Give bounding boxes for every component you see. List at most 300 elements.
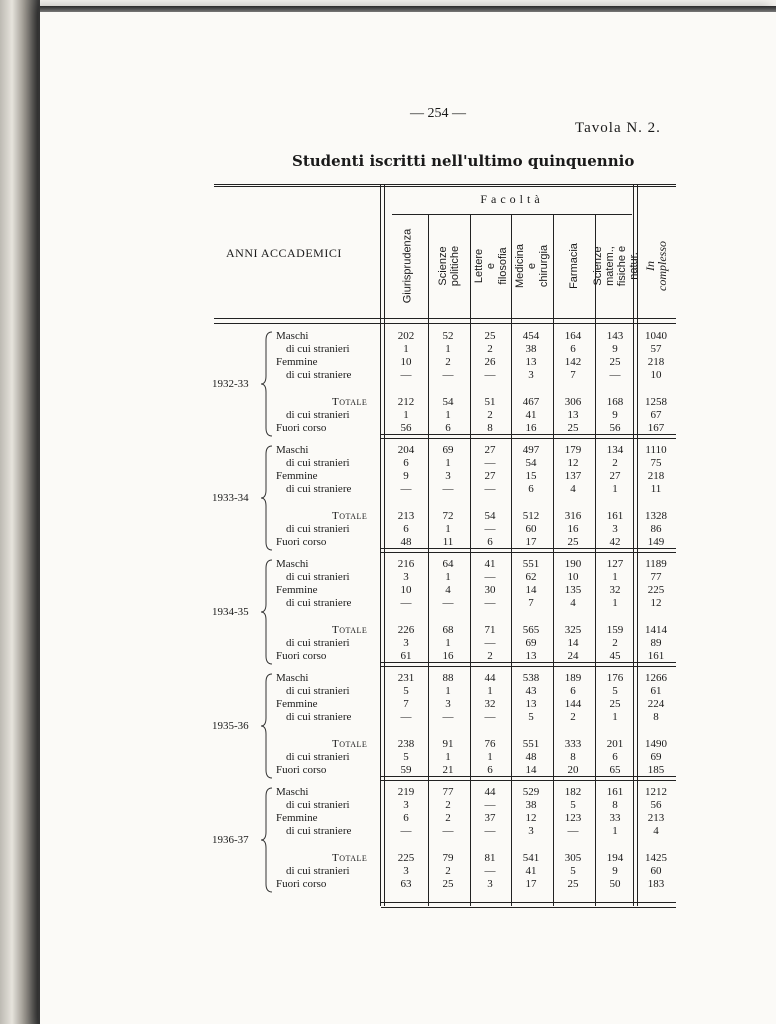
table-cell: 25 — [609, 356, 621, 368]
table-cell: 6 — [403, 457, 409, 469]
table-cell: 13 — [525, 356, 537, 368]
table-cell: 41 — [525, 865, 537, 877]
table-cell: 57 — [650, 343, 662, 355]
table-cell: 11 — [442, 536, 454, 548]
table-cell: 7 — [570, 369, 576, 381]
table-cell: — — [400, 711, 412, 723]
table-cell: 6 — [445, 422, 451, 434]
table-cell: — — [484, 369, 496, 381]
table-cell: — — [442, 597, 454, 609]
table-cell: 1 — [445, 523, 451, 535]
table-cell: 69 — [525, 637, 537, 649]
table-cell: — — [609, 369, 621, 381]
row-label-maschi: Maschi — [276, 672, 309, 684]
group-brace — [260, 786, 274, 894]
table-cell: 1 — [612, 571, 618, 583]
column-header-text: Scienze matem., fisiche e natur. — [592, 245, 640, 287]
table-cell: 183 — [647, 878, 665, 890]
table-cell: 6 — [528, 483, 534, 495]
table-cell: 1 — [487, 751, 493, 763]
table-cell: 4 — [445, 584, 451, 596]
table-cell: — — [484, 865, 496, 877]
row-label-straniere-f: di cui straniere — [286, 369, 352, 381]
table-cell: 89 — [650, 637, 662, 649]
row-label-stranieri-m: di cui stranieri — [286, 685, 350, 697]
table-cell: 60 — [650, 865, 662, 877]
table-cell: 7 — [528, 597, 534, 609]
table-cell: 226 — [397, 624, 415, 636]
table-cell: 3 — [403, 865, 409, 877]
table-cell: 127 — [606, 558, 624, 570]
table-cell: 69 — [442, 444, 454, 456]
table-cell: 1 — [403, 409, 409, 421]
column-header-text: In complesso — [643, 241, 669, 291]
group-separator — [381, 776, 676, 781]
table-cell: 25 — [567, 878, 579, 890]
table-cell: — — [484, 637, 496, 649]
table-cell: 167 — [647, 422, 665, 434]
table-cell: 179 — [564, 444, 582, 456]
table-cell: 50 — [609, 878, 621, 890]
table-cell: 238 — [397, 738, 415, 750]
table-cell: 2 — [445, 812, 451, 824]
table-cell: 77 — [650, 571, 662, 583]
table-cell: 185 — [647, 764, 665, 776]
table-cell: — — [400, 825, 412, 837]
table-cell: 32 — [484, 698, 496, 710]
table-cell: 16 — [567, 523, 579, 535]
year-label: 1934-35 — [212, 606, 249, 618]
table-cell: 1258 — [645, 396, 667, 408]
table-cell: 77 — [442, 786, 454, 798]
table-cell: 56 — [400, 422, 412, 434]
table-cell: 6 — [403, 523, 409, 535]
table-cell: 2 — [445, 865, 451, 877]
table-cell: 3 — [445, 698, 451, 710]
column-header-text: Farmacia — [568, 243, 580, 289]
table-cell: 59 — [400, 764, 412, 776]
table-cell: — — [567, 825, 579, 837]
table-cell: 1425 — [645, 852, 667, 864]
table-cell: 6 — [403, 812, 409, 824]
table-cell: 6 — [612, 751, 618, 763]
table-cell: 76 — [484, 738, 496, 750]
table-cell: — — [484, 483, 496, 495]
table-cell: 65 — [609, 764, 621, 776]
table-title: Studenti iscritti nell'ultimo quinquennio — [292, 152, 635, 170]
table-cell: 72 — [442, 510, 454, 522]
table-cell: 4 — [570, 483, 576, 495]
table-label: Tavola N. 2. — [575, 120, 661, 136]
table-cell: 25 — [567, 422, 579, 434]
table-cell: 7 — [403, 698, 409, 710]
table-cell: 8 — [487, 422, 493, 434]
table-cell: 16 — [442, 650, 454, 662]
table-cell: 60 — [525, 523, 537, 535]
table-cell: 1 — [612, 597, 618, 609]
row-label-stranieri-tot: di cui stranieri — [286, 523, 350, 535]
table-cell: 13 — [525, 650, 537, 662]
table-cell: 12 — [567, 457, 579, 469]
year-label: 1932-33 — [212, 378, 249, 390]
row-label-stranieri-m: di cui stranieri — [286, 457, 350, 469]
anni-accademici-header: ANNI ACCADEMICI — [226, 246, 342, 260]
table-cell: 305 — [564, 852, 582, 864]
header-rule — [214, 318, 676, 324]
table-cell: 67 — [650, 409, 662, 421]
table-cell: 189 — [564, 672, 582, 684]
table-cell: — — [400, 483, 412, 495]
table-cell: 81 — [484, 852, 496, 864]
column-header-lettere-filosofia — [470, 216, 512, 316]
table-cell: 43 — [525, 685, 537, 697]
row-label-stranieri-tot: di cui stranieri — [286, 409, 350, 421]
row-label-stranieri-m: di cui stranieri — [286, 343, 350, 355]
table-cell: 14 — [525, 584, 537, 596]
book-spine — [0, 0, 40, 1024]
table-cell: 20 — [567, 764, 579, 776]
row-label-fuori-corso: Fuori corso — [276, 536, 327, 548]
table-cell: 142 — [564, 356, 582, 368]
row-label-stranieri-tot: di cui stranieri — [286, 865, 350, 877]
column-header-text: Medicina e chirurgia — [514, 243, 550, 289]
table-cell: 54 — [525, 457, 537, 469]
table-cell: 8 — [612, 799, 618, 811]
table-cell: 201 — [606, 738, 624, 750]
row-label-fuori-corso: Fuori corso — [276, 764, 327, 776]
group-brace — [260, 672, 274, 780]
table-cell: 88 — [442, 672, 454, 684]
table-cell: 9 — [612, 343, 618, 355]
table-cell: 10 — [650, 369, 662, 381]
table-cell: — — [484, 523, 496, 535]
table-cell: — — [484, 825, 496, 837]
row-label-fuori-corso: Fuori corso — [276, 650, 327, 662]
table-cell: 27 — [484, 470, 496, 482]
table-cell: 5 — [570, 865, 576, 877]
row-label-totale: Totale — [332, 738, 368, 750]
table-cell: 1 — [445, 409, 451, 421]
page-number: — 254 — — [410, 106, 466, 121]
table-cell: 1110 — [645, 444, 667, 456]
table-cell: 333 — [564, 738, 582, 750]
table-cell: 1266 — [645, 672, 667, 684]
row-label-maschi: Maschi — [276, 444, 309, 456]
table-cell: 2 — [487, 650, 493, 662]
table-cell: 6 — [487, 536, 493, 548]
table-cell: 21 — [442, 764, 454, 776]
group-separator — [381, 548, 676, 553]
table-cell: 1189 — [645, 558, 667, 570]
row-label-straniere-f: di cui straniere — [286, 825, 352, 837]
table-cell: 159 — [606, 624, 624, 636]
row-label-stranieri-tot: di cui stranieri — [286, 637, 350, 649]
column-header-medicina-chirurgia — [511, 216, 553, 316]
row-label-maschi: Maschi — [276, 558, 309, 570]
table-cell: 15 — [525, 470, 537, 482]
table-cell: 231 — [397, 672, 415, 684]
table-cell: 164 — [564, 330, 582, 342]
table-cell: 512 — [522, 510, 540, 522]
table-cell: 2 — [487, 409, 493, 421]
table-cell: 14 — [525, 764, 537, 776]
row-label-femmine: Femmine — [276, 470, 318, 482]
table-cell: 194 — [606, 852, 624, 864]
table-cell: 3 — [487, 878, 493, 890]
table-cell: 5 — [403, 685, 409, 697]
table-cell: 551 — [522, 738, 540, 750]
table-cell: 1040 — [645, 330, 667, 342]
row-label-femmine: Femmine — [276, 812, 318, 824]
table-cell: 143 — [606, 330, 624, 342]
row-label-straniere-f: di cui straniere — [286, 711, 352, 723]
table-cell: 1212 — [645, 786, 667, 798]
table-cell: 9 — [612, 409, 618, 421]
table-top-rule — [214, 184, 676, 187]
table-cell: 135 — [564, 584, 582, 596]
column-header-scienze-politiche — [428, 216, 470, 316]
table-cell: 79 — [442, 852, 454, 864]
group-separator — [381, 434, 676, 439]
table-cell: 1490 — [645, 738, 667, 750]
table-cell: 216 — [397, 558, 415, 570]
table-cell: 134 — [606, 444, 624, 456]
column-header-in-complesso — [636, 216, 676, 316]
table-cell: 176 — [606, 672, 624, 684]
table-cell: 3 — [528, 369, 534, 381]
table-cell: 219 — [397, 786, 415, 798]
row-label-fuori-corso: Fuori corso — [276, 878, 327, 890]
column-header-text: Scienze politiche — [437, 245, 461, 287]
table-cell: 316 — [564, 510, 582, 522]
table-cell: — — [484, 571, 496, 583]
table-cell: 149 — [647, 536, 665, 548]
table-cell: 27 — [484, 444, 496, 456]
table-cell: 137 — [564, 470, 582, 482]
column-header-text: Lettere e filosofia — [473, 247, 509, 285]
table-cell: 161 — [606, 510, 624, 522]
year-label: 1933-34 — [212, 492, 249, 504]
table-cell: 26 — [484, 356, 496, 368]
table-cell: 3 — [445, 470, 451, 482]
table-cell: — — [442, 369, 454, 381]
table-cell: 2 — [445, 356, 451, 368]
table-cell: — — [400, 369, 412, 381]
table-cell: 204 — [397, 444, 415, 456]
table-cell: 41 — [484, 558, 496, 570]
table-cell: 190 — [564, 558, 582, 570]
table-cell: 38 — [525, 343, 537, 355]
table-cell: 17 — [525, 536, 537, 548]
table-cell: 1 — [445, 637, 451, 649]
table-cell: 225 — [397, 852, 415, 864]
table-cell: 62 — [525, 571, 537, 583]
table-cell: 1 — [487, 685, 493, 697]
table-cell: 1 — [612, 825, 618, 837]
table-cell: 3 — [612, 523, 618, 535]
table-cell: 218 — [647, 356, 665, 368]
table-cell: 212 — [397, 396, 415, 408]
table-cell: 1414 — [645, 624, 667, 636]
table-cell: 1 — [445, 685, 451, 697]
table-cell: 8 — [653, 711, 659, 723]
table-cell: 25 — [567, 536, 579, 548]
table-cell: 1 — [445, 751, 451, 763]
table-cell: 48 — [400, 536, 412, 548]
table-cell: 9 — [403, 470, 409, 482]
table-cell: 5 — [612, 685, 618, 697]
table-cell: 5 — [570, 799, 576, 811]
table-cell: 3 — [403, 571, 409, 583]
row-label-femmine: Femmine — [276, 584, 318, 596]
table-cell: 68 — [442, 624, 454, 636]
table-cell: 5 — [403, 751, 409, 763]
year-label: 1935-36 — [212, 720, 249, 732]
table-cell: 9 — [612, 865, 618, 877]
column-header-farmacia — [553, 216, 595, 316]
row-label-totale: Totale — [332, 624, 368, 636]
table-cell: 306 — [564, 396, 582, 408]
table-cell: 14 — [567, 637, 579, 649]
table-cell: 2 — [570, 711, 576, 723]
column-header-text: Giurisprudenza — [401, 228, 413, 304]
table-cell: 2 — [612, 457, 618, 469]
table-cell: — — [400, 597, 412, 609]
table-cell: 325 — [564, 624, 582, 636]
table-cell: 467 — [522, 396, 540, 408]
table-cell: 5 — [528, 711, 534, 723]
row-label-fuori-corso: Fuori corso — [276, 422, 327, 434]
year-label: 1936-37 — [212, 834, 249, 846]
table-cell: 17 — [525, 878, 537, 890]
table-cell: 12 — [525, 812, 537, 824]
table-cell: 16 — [525, 422, 537, 434]
table-cell: 541 — [522, 852, 540, 864]
table-cell: — — [442, 483, 454, 495]
table-cell: 4 — [570, 597, 576, 609]
table-cell: 61 — [400, 650, 412, 662]
table-cell: — — [484, 711, 496, 723]
table-cell: 24 — [567, 650, 579, 662]
table-cell: 33 — [609, 812, 621, 824]
table-cell: 54 — [442, 396, 454, 408]
column-header-giurisprudenza — [386, 216, 428, 316]
table-cell: 1 — [445, 457, 451, 469]
table-cell: 565 — [522, 624, 540, 636]
table-cell: 168 — [606, 396, 624, 408]
row-label-stranieri-tot: di cui stranieri — [286, 751, 350, 763]
table-cell: 71 — [484, 624, 496, 636]
column-header-scienze-matematiche — [592, 216, 640, 316]
table-cell: 551 — [522, 558, 540, 570]
table-cell: 51 — [484, 396, 496, 408]
table-cell: 86 — [650, 523, 662, 535]
table-cell: 1 — [403, 343, 409, 355]
table-cell: 218 — [647, 470, 665, 482]
table-cell: 182 — [564, 786, 582, 798]
table-cell: 13 — [525, 698, 537, 710]
table-cell: 1 — [612, 711, 618, 723]
table-cell: 6 — [570, 685, 576, 697]
table-cell: 61 — [650, 685, 662, 697]
row-label-totale: Totale — [332, 396, 368, 408]
table-cell: 30 — [484, 584, 496, 596]
table-cell: 10 — [400, 584, 412, 596]
table-cell: 38 — [525, 799, 537, 811]
table-cell: 6 — [570, 343, 576, 355]
table-cell: 123 — [564, 812, 582, 824]
table-cell: 44 — [484, 672, 496, 684]
table-cell: 1 — [445, 343, 451, 355]
table-cell: 3 — [403, 637, 409, 649]
table-cell: 25 — [442, 878, 454, 890]
table-cell: 12 — [650, 597, 662, 609]
table-cell: 6 — [487, 764, 493, 776]
table-cell: — — [484, 457, 496, 469]
label-column-divider — [380, 184, 385, 906]
table-cell: 48 — [525, 751, 537, 763]
group-brace — [260, 558, 274, 666]
table-cell: — — [484, 597, 496, 609]
table-cell: 54 — [484, 510, 496, 522]
table-cell: 27 — [609, 470, 621, 482]
group-separator — [381, 662, 676, 667]
table-cell: 4 — [653, 825, 659, 837]
table-cell: 213 — [647, 812, 665, 824]
table-cell: 1 — [612, 483, 618, 495]
table-cell: 45 — [609, 650, 621, 662]
table-cell: — — [442, 825, 454, 837]
table-cell: 25 — [609, 698, 621, 710]
table-cell: 42 — [609, 536, 621, 548]
table-cell: 69 — [650, 751, 662, 763]
table-cell: 56 — [609, 422, 621, 434]
table-cell: 25 — [484, 330, 496, 342]
table-cell: 10 — [567, 571, 579, 583]
table-cell: 538 — [522, 672, 540, 684]
table-cell: 41 — [525, 409, 537, 421]
table-cell: 52 — [442, 330, 454, 342]
table-cell: 91 — [442, 738, 454, 750]
table-cell: 2 — [445, 799, 451, 811]
row-label-stranieri-m: di cui stranieri — [286, 571, 350, 583]
table-cell: 213 — [397, 510, 415, 522]
row-label-femmine: Femmine — [276, 698, 318, 710]
row-label-femmine: Femmine — [276, 356, 318, 368]
table-cell: 10 — [400, 356, 412, 368]
table-cell: 8 — [570, 751, 576, 763]
table-cell: 64 — [442, 558, 454, 570]
table-cell: 454 — [522, 330, 540, 342]
table-cell: 225 — [647, 584, 665, 596]
table-cell: 144 — [564, 698, 582, 710]
table-cell: 13 — [567, 409, 579, 421]
table-cell: 44 — [484, 786, 496, 798]
group-brace — [260, 330, 274, 438]
table-cell: 11 — [650, 483, 662, 495]
row-label-maschi: Maschi — [276, 330, 309, 342]
row-label-totale: Totale — [332, 852, 368, 864]
row-label-totale: Totale — [332, 510, 368, 522]
table-cell: 63 — [400, 878, 412, 890]
table-cell: 497 — [522, 444, 540, 456]
table-cell: — — [484, 799, 496, 811]
table-cell: 56 — [650, 799, 662, 811]
facolta-header: Facoltà — [480, 192, 544, 206]
table-cell: 1328 — [645, 510, 667, 522]
table-cell: 3 — [528, 825, 534, 837]
table-cell: 224 — [647, 698, 665, 710]
